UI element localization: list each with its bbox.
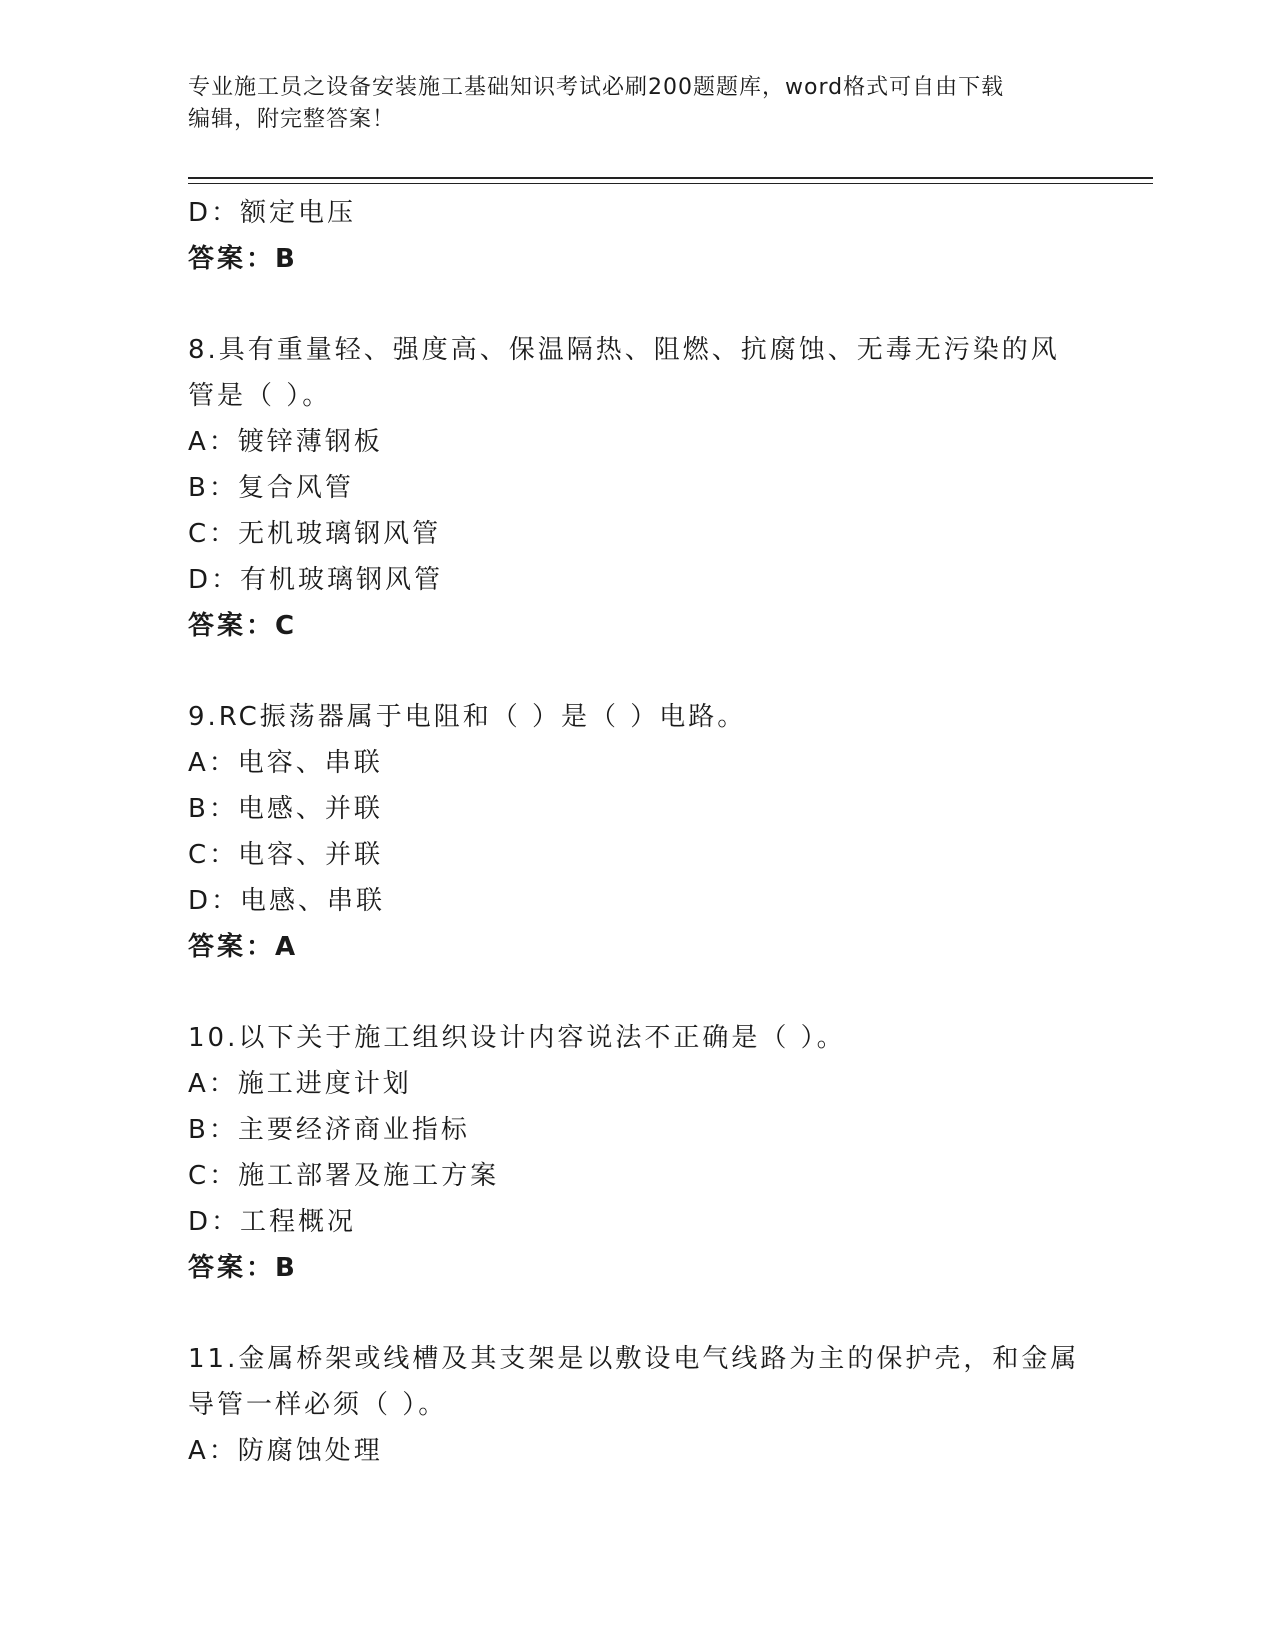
question-stem: 10.以下关于施工组织设计内容说法不正确是（ ）。: [188, 1023, 846, 1053]
question-stem: 9.RC振荡器属于电阻和（ ）是（ ）电路。: [188, 702, 747, 732]
question-stem-cont: 导管一样必须（ ）。: [188, 1390, 448, 1420]
header-divider-thick: [188, 177, 1153, 179]
answer: 答案：C: [188, 611, 298, 641]
option-b: B：主要经济商业指标: [188, 1115, 470, 1145]
prev-answer: 答案：B: [188, 244, 298, 274]
option-d: D：工程概况: [188, 1207, 357, 1237]
option-c: C：电容、并联: [188, 840, 384, 870]
question-9: [188, 694, 1088, 970]
header-line-2: 编辑，附完整答案！: [188, 107, 396, 132]
option-c: C：无机玻璃钢风管: [188, 519, 442, 549]
option-a: A：镀锌薄钢板: [188, 427, 383, 457]
question-10: [188, 1015, 1088, 1291]
question-11: [188, 1336, 1088, 1474]
option-b: B：复合风管: [188, 473, 354, 503]
question-8: [188, 327, 1088, 649]
option-b: B：电感、并联: [188, 794, 383, 824]
prev-option-d: D：额定电压: [188, 198, 357, 228]
document-body: [188, 190, 1088, 1474]
spacer: [188, 1291, 1088, 1336]
option-a: A：防腐蚀处理: [188, 1436, 383, 1466]
question-stem-cont: 管是（ ）。: [188, 381, 332, 411]
spacer: [188, 970, 1088, 1015]
question-stem: 8.具有重量轻、强度高、保温隔热、阻燃、抗腐蚀、无毒无污染的风: [188, 335, 1060, 365]
option-a: A：施工进度计划: [188, 1069, 412, 1099]
spacer: [188, 649, 1088, 694]
answer: 答案：A: [188, 932, 299, 962]
question-stem: 11.金属桥架或线槽及其支架是以敷设电气线路为主的保护壳，和金属: [188, 1344, 1080, 1374]
option-d: D：有机玻璃钢风管: [188, 565, 444, 595]
option-d: D：电感、串联: [188, 886, 386, 916]
header-line-1: 专业施工员之设备安装施工基础知识考试必刷200题题库，word格式可自由下载: [188, 75, 1005, 100]
option-c: C：施工部署及施工方案: [188, 1161, 500, 1191]
spacer: [188, 282, 1088, 327]
document-header: [188, 72, 1088, 136]
header-divider-thin: [188, 183, 1153, 184]
option-a: A：电容、串联: [188, 748, 383, 778]
answer: 答案：B: [188, 1253, 298, 1283]
